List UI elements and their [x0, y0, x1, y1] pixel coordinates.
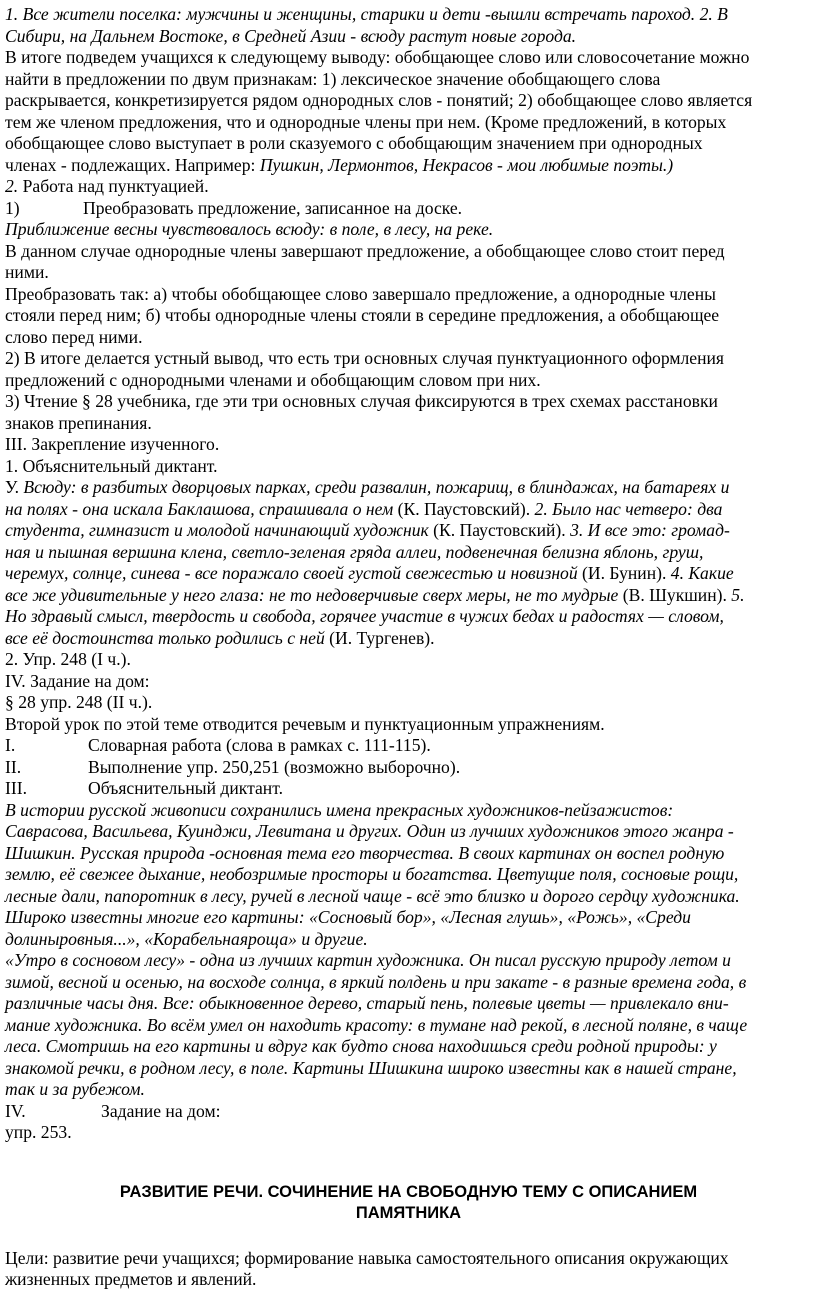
- spacer: [5, 1224, 812, 1248]
- text-line: 3) Чтение § 28 учебника, где эти три основных случая фиксируются в трех схемах расстановки: [5, 391, 718, 411]
- item-number: 1): [5, 197, 20, 218]
- dictation-text: Шишкин. Русская природа -основная тема его творчества. В своих картинах он воспел родную: [5, 842, 725, 863]
- text-line: слово перед ними.: [5, 326, 143, 347]
- dictation-text: Широко известны многие его картины: «Сосновый бор», «Лесная глушь», «Рожь», «Среди: [5, 907, 691, 927]
- section-title: III. Закрепление изученного.: [5, 434, 220, 454]
- goals-line: жизненных предметов и явлений.: [5, 1269, 257, 1289]
- text-line: [5, 198, 812, 220]
- text-line: тем же членом предложения, что и однородные члены при нем. (Кроме предложений, в которых: [5, 111, 727, 132]
- dictation-text: мание художника. Во всём умел он находить красоту: в тумане над рекой, в лесной поляне, в чаще: [5, 1014, 748, 1035]
- text-span: членах - подлежащих. Например:: [5, 154, 260, 175]
- text-line: предложений с однородными членами и обобщающим словом при них.: [5, 369, 541, 390]
- spacer: [5, 1144, 812, 1182]
- dictation-text: все её достоинства только родились с ней: [5, 627, 325, 648]
- dictation-text: 2. Было нас четверо: два: [534, 498, 723, 519]
- text-line: [5, 499, 812, 521]
- item-number: II.: [5, 756, 22, 777]
- text-span: Задание на дом:: [101, 1100, 221, 1121]
- item-number: 2.: [5, 176, 19, 196]
- author-citation: (В. Шукшин).: [618, 584, 732, 605]
- text-line: В данном случае однородные члены завершают предложение, а обобщающее слово стоит перед: [5, 240, 725, 261]
- text-line: Преобразовать так: а) чтобы обобщающее слово завершало предложение, а однородные члены: [5, 283, 716, 304]
- example-text: Пушкин, Лермонтов, Некрасов - мои любимые поэты.): [259, 154, 674, 175]
- text-line: стояли перед ним; б) чтобы однородные члены стояли в середине предложения, а обобщающее: [5, 305, 720, 325]
- text-line: Второй урок по этой теме отводится речевым и пунктуационным упражнениям.: [5, 713, 605, 734]
- dictation-text: В истории русской живописи сохранились имена прекрасных художников-пейзажистов:: [5, 799, 674, 820]
- dictation-text: знакомой речки, в родном лесу, в поле. Картины Шишкина широко известны как в нашей стране,: [5, 1057, 737, 1078]
- dictation-text: студента, гимназист и молодой начинающий художник: [5, 520, 429, 540]
- text-line: знаков препинания.: [5, 412, 152, 433]
- dictation-text: различные часы дня. Все: обыкновенное дерево, старый пень, полевые цветы — привлекало вни-: [5, 993, 729, 1013]
- text-line: 2. Упр. 248 (I ч.).: [5, 649, 131, 669]
- lesson-heading: [5, 1182, 812, 1224]
- text-line: обобщающее слово выступает в роли сказуемого с обобщающим значением при однородных: [5, 133, 703, 153]
- text-line: [5, 628, 812, 650]
- dictation-text: долиныровныя...», «Корабельнаяроща» и другие.: [5, 928, 368, 949]
- text-span: Преобразовать предложение, записанное на доске.: [83, 197, 463, 218]
- text-line: Сибири, на Дальнем Востоке, в Средней Азии - всюду растут новые города.: [5, 25, 577, 46]
- author-citation: (К. Паустовский).: [393, 498, 535, 519]
- text-line: упр. 253.: [5, 1122, 72, 1142]
- item-number: III.: [5, 778, 27, 798]
- dictation-text: на полях - она искала Баклашова, спрашивала о нем: [5, 498, 394, 519]
- dictation-text: 4. Какие: [670, 563, 734, 583]
- dictation-text: «Утро в сосновом лесу» - одна из лучших картин художника. Он писал русскую природу летом и: [5, 950, 731, 970]
- section-title: IV. Задание на дом:: [5, 670, 150, 691]
- text-line: раскрывается, конкретизируется рядом однородных слов - понятий; 2) обобщающее слово является: [5, 90, 753, 110]
- text-line: [5, 778, 812, 800]
- text-line: ними.: [5, 262, 49, 282]
- dictation-text: Но здравый смысл, твердость и свобода, горячее участие в чужих бедах и радостях — словом,: [5, 606, 724, 626]
- dictation-text: 5.: [731, 584, 745, 605]
- text-line: найти в предложении по двум признакам: 1) лексическое значение обобщающего слова: [5, 68, 661, 89]
- item-number: I.: [5, 735, 16, 755]
- dictation-text: черемух, солнце, синева - все поражало своей густой свежестью и новизной: [5, 563, 578, 583]
- text-line: [5, 1101, 812, 1123]
- dictation-text: все же удивительные у него глаза: не то недоверчивые сверх меры, не то мудрые: [5, 584, 619, 605]
- goals-line: Цели: развитие речи учащихся; формирование навыка самостоятельного описания окружающих: [5, 1247, 729, 1268]
- dictation-text: леса. Смотришь на его картины и вдруг как будто снова находишься среди родной природы: у: [5, 1036, 717, 1056]
- text-line: 2) В итоге делается устный вывод, что есть три основных случая пунктуационного оформления: [5, 348, 724, 368]
- text-line: [5, 735, 812, 757]
- text-line: 1. Объяснительный диктант.: [5, 455, 218, 476]
- text-line: [5, 477, 812, 499]
- text-line: [5, 520, 812, 542]
- text-line: [5, 585, 812, 607]
- heading-line: ПАМЯТНИКА: [355, 1203, 462, 1222]
- text-line: [5, 176, 812, 198]
- dictation-text: лесные дали, папоротник в лесу, ручей в лесной чаще - всё это близко и дорого сердцу художника.: [5, 885, 740, 906]
- item-number: IV.: [5, 1100, 26, 1121]
- text-span: Словарная работа (слова в рамках с. 111-115).: [88, 735, 431, 755]
- text-line: В итоге подведем учащихся к следующему выводу: обобщающее слово или словосочетание можно: [5, 47, 750, 67]
- text-line: [5, 563, 812, 585]
- text-line: [5, 757, 812, 779]
- text-line: [5, 155, 812, 177]
- text-span: У.: [5, 477, 24, 497]
- example-sentence: Приближение весны чувствовалось всюду: в поле, в лесу, на реке.: [5, 219, 494, 239]
- author-citation: (И. Бунин).: [577, 563, 671, 583]
- dictation-text: Всюду: в разбитых дворцовых парках, среди развалин, пожарищ, в блиндажах, на батареях и: [23, 477, 730, 497]
- dictation-text: так и за рубежом.: [5, 1079, 145, 1099]
- author-citation: (И. Тургенев).: [324, 627, 435, 648]
- text-span: Объяснительный диктант.: [88, 778, 283, 798]
- dictation-text: 3. И все это: громад-: [570, 520, 730, 540]
- heading-line: РАЗВИТИЕ РЕЧИ. СОЧИНЕНИЕ НА СВОБОДНУЮ ТЕМУ С ОПИСАНИЕМ: [119, 1182, 698, 1201]
- author-citation: (К. Паустовский).: [428, 520, 571, 540]
- dictation-text: ная и пышная вершина клена, светло-зеленая гряда аллеи, подвенечная белизна яблонь, груш,: [5, 541, 704, 562]
- dictation-text: Саврасова, Васильева, Куинджи, Левитана и других. Один из лучших художников этого жанра -: [5, 821, 734, 841]
- text-line: 1. Все жители поселка: мужчины и женщины, старики и дети -вышли встречать пароход. 2. В: [5, 4, 728, 24]
- dictation-text: зимой, весной и осенью, на восходе солнца, в яркий полдень и при закате - в разные времена года, в: [5, 971, 747, 992]
- text-line: § 28 упр. 248 (II ч.).: [5, 692, 153, 712]
- dictation-text: землю, её свежее дыхание, необозримые просторы и богатства. Цветущие поля, сосновые рощи,: [5, 864, 739, 884]
- text-span: Выполнение упр. 250,251 (возможно выборочно).: [88, 756, 461, 777]
- text-span: Работа над пунктуацией.: [18, 176, 209, 196]
